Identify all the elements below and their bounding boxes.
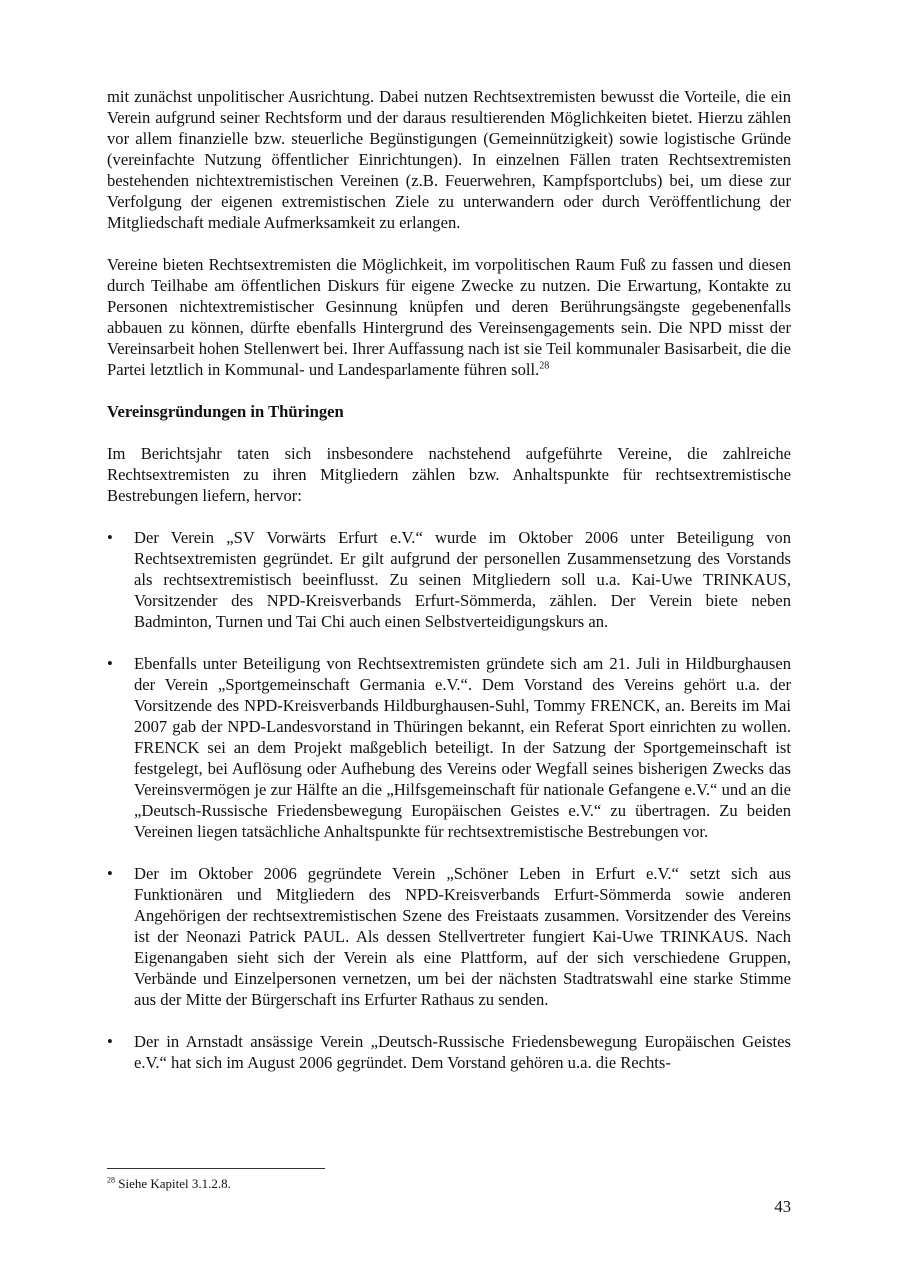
- list-item: [107, 653, 791, 842]
- bullet-icon: •: [107, 1032, 113, 1051]
- footnote-divider: [107, 1168, 325, 1169]
- body-text: [107, 86, 791, 1073]
- section-heading: Vereinsgründungen in Thüringen: [107, 402, 344, 421]
- footnote-reference[interactable]: 28: [539, 360, 550, 372]
- paragraph-berichtsjahr: Im Berichtsjahr taten sich insbesondere nachstehend aufgeführte Vereine, die zahlreiche Rechtsextremisten zu ihren Mitgliedern zählen bzw. Anhaltspunkte für rechtsextremistische Bestrebungen liefern, hervor:: [107, 444, 791, 505]
- list-item: [107, 863, 791, 1010]
- footnote: [107, 1176, 231, 1192]
- list-item: [107, 1031, 791, 1073]
- paragraph-intro-continued: mit zunächst unpolitischer Ausrichtung. Dabei nutzen Rechtsextremisten bewusst die Vorteile, die ein Verein aufgrund seiner Rechtsform und der daraus resultierenden Möglichkeiten bietet. Hierzu zählen vor allem finanzielle bzw. steuerliche Begünstigungen (Gemeinnützigkeit) sowie logistische Gründe (vereinfachte Nutzung öffentlicher Einrichtungen). In einzelnen Fällen traten Rechtsextremisten bestehenden nichtextremistischen Vereinen (z.B. Feuerwehren, Kampfsportclubs) bei, um diese zur Verfolgung der eigenen extremistischen Ziele zu unterwandern oder durch Veröffentlichung der Mitgliedschaft mediale Aufmerksamkeit zu erlangen.: [107, 87, 791, 232]
- bullet-icon: •: [107, 654, 113, 673]
- list-item-text: Ebenfalls unter Beteiligung von Rechtsextremisten gründete sich am 21. Juli in Hildburghausen der Verein „Sportgemeinschaft Germania e.V.“. Dem Vorstand des Vereins gehört u.a. der Vorsitzende des NPD-Kreisverbands Hildburghausen-Suhl, Tommy FRENCK, an. Bereits im Mai 2007 gab der NPD-Landesvorstand in Thüringen bekannt, ein Referat Sport einrichten zu wollen. FRENCK sei an dem Projekt maßgeblich beteiligt. In der Satzung der Sportgemeinschaft ist festgelegt, bei Auflösung oder Aufhebung des Vereins oder Wegfall seines bisherigen Zwecks das Vereinsvermögen je zur Hälfte an die „Hilfsgemeinschaft für nationale Gefangene e.V.“ und an die „Deutsch-Russische Friedensbewegung Europäischen Geistes e.V.“ zu übertragen. Zu beiden Vereinen liegen tatsächliche Anhaltspunkte für rechtsextremistische Bestrebungen vor.: [134, 654, 791, 841]
- bullet-icon: •: [107, 864, 113, 883]
- paragraph-vereine-text: Vereine bieten Rechtsextremisten die Möglichkeit, im vorpolitischen Raum Fuß zu fassen und diesen durch Teilhabe am öffentlichen Diskurs für eigene Zwecke zu nutzen. Die Erwartung, Kontakte zu Personen nichtextremistischer Gesinnung knüpfen und deren Berührungsängste gegebenenfalls abbauen zu können, dürfte ebenfalls Hintergrund des Vereinsengagements sein. Die NPD misst der Vereinsarbeit hohen Stellenwert bei. Ihrer Auffassung nach ist sie Teil kommunaler Basisarbeit, die die Partei letztlich in Kommunal- und Landesparlamente führen soll.: [107, 255, 791, 379]
- footnote-number: 28: [107, 1175, 115, 1185]
- list-item-text: Der Verein „SV Vorwärts Erfurt e.V.“ wurde im Oktober 2006 unter Beteiligung von Rechtsextremisten gegründet. Er gilt aufgrund der personellen Zusammensetzung des Vorstands als rechtsextremistisch beeinflusst. Zu seinen Mitgliedern soll u.a. Kai-Uwe TRINKAUS, Vorsitzender des NPD-Kreisverbands Erfurt-Sömmerda, zählen. Der Verein biete neben Badminton, Turnen und Tai Chi auch einen Selbstverteidigungskurs an.: [134, 528, 791, 631]
- bullet-icon: •: [107, 528, 113, 547]
- verein-list: [107, 527, 791, 1073]
- paragraph-vereine: [107, 254, 791, 380]
- list-item: [107, 527, 791, 632]
- footnote-text: Siehe Kapitel 3.1.2.8.: [118, 1176, 231, 1191]
- page-number: 43: [774, 1197, 791, 1216]
- list-item-text: Der im Oktober 2006 gegründete Verein „Schöner Leben in Erfurt e.V.“ setzt sich aus Funktionären und Mitgliedern des NPD-Kreisverbands Erfurt-Sömmerda sowie anderen Angehörigen der rechtsextremistischen Szene des Freistaats zusammen. Vorsitzender des Vereins ist der Neonazi Patrick PAUL. Als dessen Stellvertreter fungiert Kai-Uwe TRINKAUS. Nach Eigenangaben sieht sich der Verein als eine Plattform, auf der sich verschiedene Gruppen, Verbände und Einzelpersonen vernetzen, um bei der nächsten Stadtratswahl eine starke Stimme aus der Mitte der Bürgerschaft ins Erfurter Rathaus zu senden.: [134, 864, 791, 1009]
- list-item-text: Der in Arnstadt ansässige Verein „Deutsch-Russische Friedensbewegung Europäischen Geistes e.V.“ hat sich im August 2006 gegründet. Dem Vorstand gehören u.a. die Rechts-: [134, 1032, 791, 1072]
